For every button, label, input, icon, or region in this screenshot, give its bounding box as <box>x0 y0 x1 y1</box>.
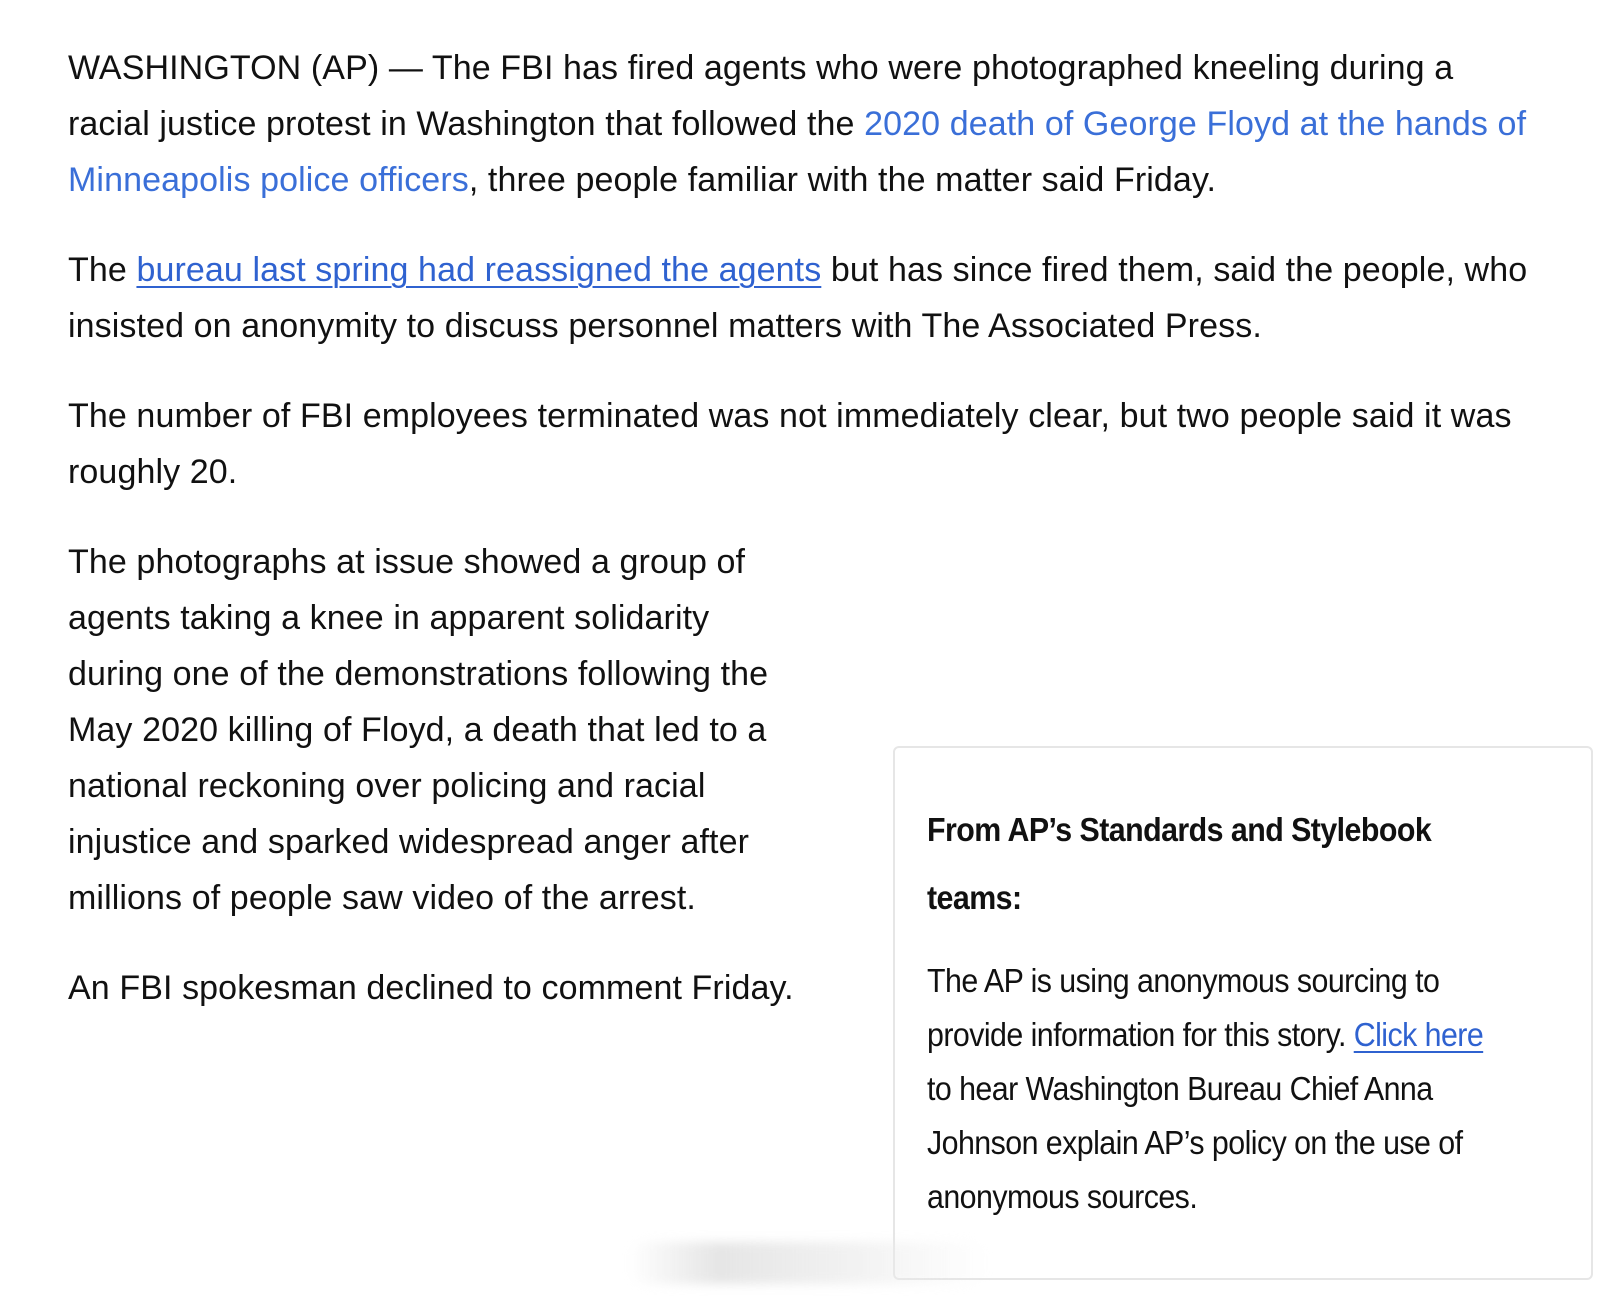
standards-note-title: From AP’s Standards and Stylebook teams: <box>927 811 1432 916</box>
paragraph-1 <box>68 40 1528 208</box>
reassigned-agents-link[interactable]: bureau last spring had reassigned the agents <box>136 251 822 289</box>
standards-note-body <box>927 954 1497 1224</box>
paragraph-2-tail: but has since fired them, said the people, who insisted on anonymity to discuss personnel matters with The Associated Press. <box>68 251 1528 345</box>
paragraph-5: An FBI spokesman declined to comment Friday. <box>68 969 794 1007</box>
paragraph-1-lead: WASHINGTON (AP) — The FBI has fired agents who were photographed kneeling during a racial justice protest in Washington that followed the <box>68 49 1454 143</box>
standards-note-box <box>893 746 1593 1280</box>
george-floyd-death-link[interactable]: 2020 death of George Floyd at the hands of Minneapolis police officers <box>68 105 1527 199</box>
click-here-link[interactable]: Click here <box>1353 1016 1484 1053</box>
standards-note-content <box>927 796 1547 1224</box>
standards-note-lead: The AP is using anonymous sourcing to provide information for this story. <box>927 962 1440 1053</box>
standards-note-tail: to hear Washington Bureau Chief Anna Johnson explain AP’s policy on the use of anonymous sources. <box>927 1070 1463 1215</box>
paragraph-2-lead: The <box>68 251 137 289</box>
blurred-overlay <box>628 1242 988 1284</box>
paragraph-2 <box>68 242 1528 354</box>
paragraph-1-tail: , three people familiar with the matter said Friday. <box>468 161 1217 199</box>
paragraph-3: The number of FBI employees terminated was not immediately clear, but two people said it was roughly 20. <box>68 397 1512 491</box>
paragraph-4: The photographs at issue showed a group of agents taking a knee in apparent solidarity during one of the demonstrations following the May 2020 killing of Floyd, a death that led to a national reckoning over policing and racial injustice and sparked widespread anger after millions of people saw video of the arrest. <box>68 543 769 917</box>
